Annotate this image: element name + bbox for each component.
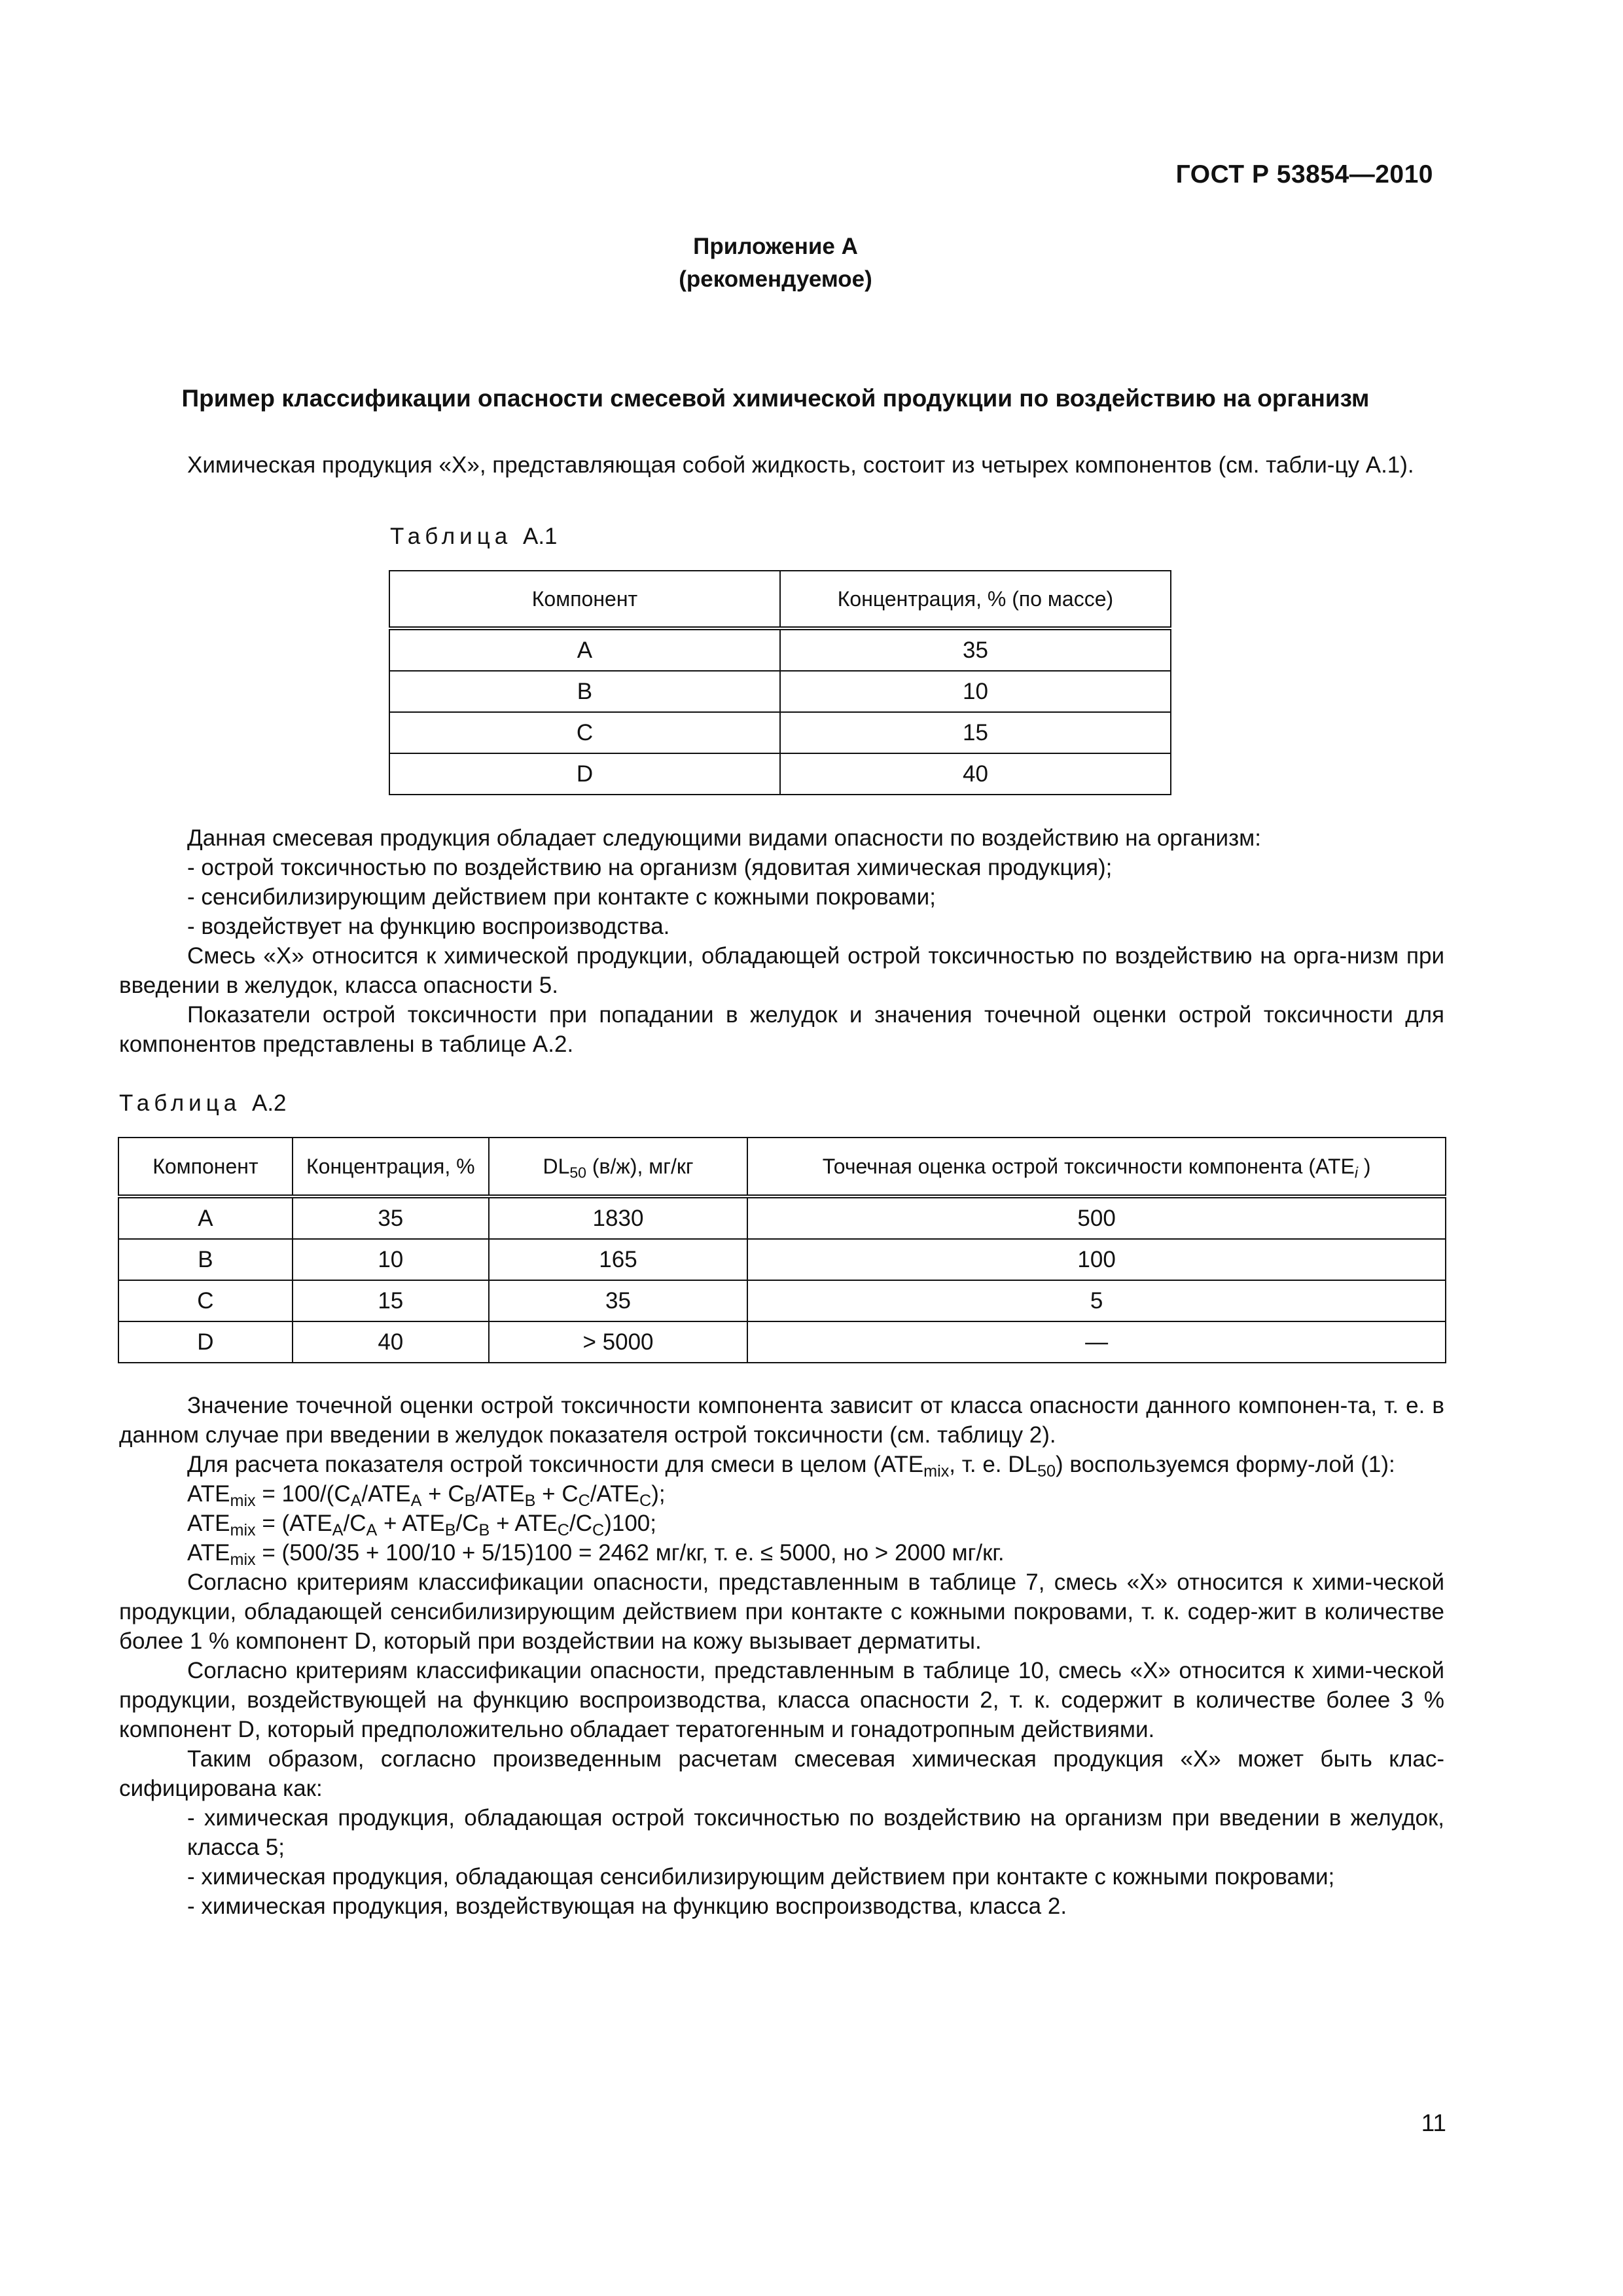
table2-caption <box>119 1090 287 1117</box>
list-item: - химическая продукция, воздействующая на функцию воспроизводства, класса 2. <box>187 1893 1067 1919</box>
table2-caption-number: А.2 <box>251 1090 287 1116</box>
formula: $ATE_{mix} = 100/(C_A/ATE_A + C_B/ATE_B + C_C/ATE_C)$; <box>187 1481 666 1511</box>
table2-header-concentration: Концентрация, % <box>293 1138 489 1196</box>
table-row <box>118 1196 1446 1239</box>
paragraph: Значение точечной оценки острой токсичности компонента зависит от класса опасности данного компонен-та, т. е. в данном случае при введении в желудок показателя острой токсичности (см. таблицу 2). <box>119 1393 1444 1448</box>
table1-cell: A <box>389 628 780 671</box>
table-header-row <box>389 571 1171 628</box>
table2-cell: 10 <box>293 1239 489 1280</box>
annex-status: (рекомендуемое) <box>679 266 872 292</box>
paragraph-formula-intro: Для расчета показателя острой токсичности для смеси в целом ($АТЕ_{mix}$, т. е. $DL_{50}$) воспользуемся форму-лой (1): <box>187 1452 1395 1481</box>
paragraph: Согласно критериям классификации опасности, представленным в таблице 7, смесь «Х» относится к хими-ческой продукции, обладающей сенсибилизирующим действием при контакте с кожными покровами, т. к. содер-жит в количестве более 1 % компонент D, который при воздействии на кожу вызывает дерматиты. <box>119 1570 1444 1654</box>
table-a1 <box>389 570 1171 795</box>
table2-cell: 165 <box>489 1239 748 1280</box>
table1-cell: C <box>389 712 780 753</box>
table2-cell: — <box>747 1321 1446 1363</box>
table1-header-concentration: Концентрация, % (по массе) <box>780 571 1171 628</box>
table-header-row <box>118 1138 1446 1196</box>
table2-cell: 500 <box>747 1196 1446 1239</box>
intro-paragraph <box>119 450 1444 480</box>
body-section-1 <box>119 823 1444 1059</box>
table1-cell: 10 <box>780 671 1171 712</box>
hazard-intro: Данная смесевая продукция обладает следующими видами опасности по воздействию на организм: <box>187 825 1261 851</box>
table2-header-ate: Точечная оценка острой токсичности компонента ($ATE_i$ ) <box>747 1138 1446 1196</box>
table1-caption-number: А.1 <box>522 524 558 549</box>
table-row <box>118 1321 1446 1363</box>
annex-title: Приложение А <box>693 234 858 259</box>
intro-text: Химическая продукция «Х», представляющая собой жидкость, состоит из четырех компонентов (см. табли-цу А.1). <box>187 452 1414 478</box>
table2-cell: D <box>118 1321 293 1363</box>
table-row <box>389 753 1171 795</box>
table2-header-dl50: $DL_{50}$ (в/ж), мг/кг <box>489 1138 748 1196</box>
paragraph: Согласно критериям классификации опасности, представленным в таблице 10, смесь «Х» относится к хими-ческой продукции, воздействующей на функцию воспроизводства, класса опасности 2, т. к. содержит в количестве более 3 % компонент D, который предположительно обладает тератогенным и гонадотропным действиями. <box>119 1658 1444 1742</box>
table2-header-component: Компонент <box>118 1138 293 1196</box>
table2-cell: 1830 <box>489 1196 748 1239</box>
body-section-2 <box>119 1391 1444 1921</box>
table2-cell: 100 <box>747 1239 1446 1280</box>
paragraph: Таким образом, согласно произведенным расчетам смесевая химическая продукция «Х» может быть клас-сифицирована как: <box>119 1746 1444 1801</box>
list-item: - химическая продукция, обладающая сенсибилизирующим действием при контакте с кожными покровами; <box>187 1864 1335 1890</box>
table-row <box>118 1239 1446 1280</box>
formula: $ATE_{mix} = (500/35 + 100/10 + 5/15)100 = 2462$ мг/кг, т. е. ≤ 5000, но > 2000 мг/кг. <box>187 1540 1005 1570</box>
table1-cell: 35 <box>780 628 1171 671</box>
table1-header-component: Компонент <box>389 571 780 628</box>
table1-cell: 15 <box>780 712 1171 753</box>
table2-cell: 5 <box>747 1280 1446 1321</box>
table-row <box>389 628 1171 671</box>
table1-cell: 40 <box>780 753 1171 795</box>
list-item: - сенсибилизирующим действием при контакте с кожными покровами; <box>187 884 936 910</box>
section-title: Пример классификации опасности смесевой химической продукции по воздействию на организм <box>181 385 1370 412</box>
paragraph: Смесь «Х» относится к химической продукции, обладающей острой токсичностью по воздействию на орга-низм при введении в желудок, класса опасности 5. <box>119 943 1444 998</box>
table2-caption-word: Таблица <box>119 1090 241 1116</box>
list-item: - химическая продукция, обладающая острой токсичностью по воздействию на организм при введении в желудок, класса 5; <box>187 1805 1444 1860</box>
table2-cell: 35 <box>293 1196 489 1239</box>
table2-cell: > 5000 <box>489 1321 748 1363</box>
table-row <box>389 671 1171 712</box>
table1-cell: B <box>389 671 780 712</box>
page-number: 11 <box>1421 2109 1446 2136</box>
paragraph: Показатели острой токсичности при попадании в желудок и значения точечной оценки острой токсичности для компонентов представлены в таблице А.2. <box>119 1002 1444 1057</box>
formula: $ATE_{mix} = (ATE_A/C_A + ATE_B/C_B + ATE_C/C_C)100$; <box>187 1511 656 1540</box>
table-a2 <box>118 1137 1446 1363</box>
table2-cell: C <box>118 1280 293 1321</box>
document-id: ГОСТ Р 53854—2010 <box>1175 160 1433 188</box>
annex-heading <box>0 230 1551 296</box>
table1-caption-word: Таблица <box>390 524 512 549</box>
table1-caption <box>390 524 558 550</box>
list-item: - острой токсичностью по воздействию на организм (ядовитая химическая продукция); <box>187 855 1113 880</box>
table2-cell: B <box>118 1239 293 1280</box>
table2-cell: 40 <box>293 1321 489 1363</box>
table1-cell: D <box>389 753 780 795</box>
table-row <box>118 1280 1446 1321</box>
table2-cell: 35 <box>489 1280 748 1321</box>
table-row <box>389 712 1171 753</box>
table2-cell: A <box>118 1196 293 1239</box>
list-item: - воздействует на функцию воспроизводства. <box>187 914 670 939</box>
table2-cell: 15 <box>293 1280 489 1321</box>
